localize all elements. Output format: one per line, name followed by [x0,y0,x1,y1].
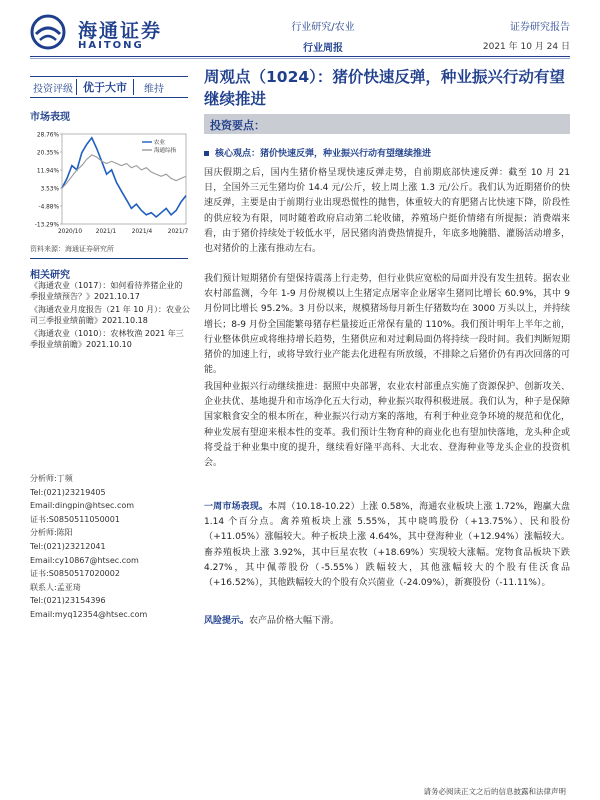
y-tick-label: 28.76% [36,132,59,139]
analyst-line[interactable]: Email:cy10867@htsec.com [30,555,139,565]
weekly-market-body: 本周（10.18-10.22）上涨 0.58%，海通农业板块上涨 1.72%，跑赢大盘 1.14 个百分点。禽养殖板块上涨 5.55%，其中晓鸣股份（+13.75%）、民和股份（+11.05%）涨幅较大。种子板块上涨 4.64%，其中登海种业（+12.94%）涨幅较大。畜养殖板块上涨 3.92%，其中巨星农牧（+18.69%）实现较大涨幅。宠物食品板块下跌 4.27%，其中佩蒂股份（-5.55%）跌幅较大，其他涨幅较大的个股有佳沃食品（+16.52%），其他跌幅较大的个股有众兴菌业（-24.09%），新赛股份（-11.11%）。 [204,502,570,589]
risk-lead: 风险提示。 [204,616,250,626]
paragraph-weekly-market [204,500,570,591]
investment-rating [30,76,188,98]
y-tick-label: -4.88% [38,204,59,211]
analyst-line[interactable]: Email:dingpin@htsec.com [30,501,135,511]
report-meta [450,18,570,52]
report-date: 2021 年 10 月 24 日 [482,42,570,52]
haitong-logo-icon [30,14,70,50]
analyst-line: Tel:(021)23212041 [30,541,106,551]
legend-label: 海通综指 [154,148,177,154]
analyst-contacts [30,472,190,622]
y-tick-label: 3.53% [40,186,59,193]
paragraph-risk [204,614,570,629]
disclaimer-footer: 请务必阅读正文之后的信息披露和法律声明 [423,787,566,796]
weekly-market-lead: 一周市场表现。 [204,502,269,512]
core-view-line [204,146,570,159]
bullet-icon [204,151,209,156]
analyst-line: 分析师:丁频 [30,474,73,483]
header-divider [30,56,570,57]
chart-source: 资料来源：海通证券研究所 [30,245,114,253]
paragraph-seed-industry: 我国种业振兴行动继续推进：据照中央部署，农业农村部重点实施了资源保护、创新攻关、企业扶优、基地提升和市场净化五大行动，种业振兴取得积极进展。我们认为，种子是保障国家粮食安全的根本所在，种业振兴行动方案的落地，有利于种业竞争环境的规范和优化，种业发展有望迎来根本性的变革。我们预计生物育种的商业化也有望加快落地，龙头种企或将受益于种业集中度的提升，继续看好隆平高科、大北农、登海种业等龙头企业的投资机会。 [204,382,570,469]
y-tick-label: 11.94% [36,168,59,175]
related-item[interactable]: 《海通农业（1017）：如何看待养猪企业的季报业绩预告？》2021.10.17 [30,281,183,301]
paragraph-supply-outlook: 我们预计短期猪价有望保持震荡上行走势，但行业供应宽松的局面并没有发生扭转。据农业农村部监测，今年 1-9 月份规模以上生猪定点屠宰企业屠宰生猪同比增长 60.9%，其中 9 月份同比增长 95.2%。3 月份以来，规模猪场每月新生仔猪数均在 3000 万头以上，并持续增长；8-9 月份全国能繁母猪存栏量接近正常保有量的 110%。我们预计明年上半年之前，行业整体供应或将维持增长趋势，生猪供应和对过剩局面仍将持续一段时间。我们判断短期猪价的加速上行，或将导致行业产能去化进程有所放缓，不排除之后猪价仍有再次回落的可能。 [204,274,570,376]
core-view-text: 核心观点：猪价快速反弹，种业振兴行动有望继续推进 [215,149,432,159]
rating-value: 优于大市 [76,79,134,95]
risk-body: 农产品价格大幅下滑。 [249,616,340,626]
y-tick-label: 20.35% [36,150,59,157]
x-tick-label: 2020/10 [57,229,83,235]
legend-label: 农业 [154,140,166,146]
report-title: 周观点（1024）：猪价快速反弹，种业振兴行动有望继续推进 [204,68,565,108]
related-section-title: 相关研究 [30,270,70,281]
x-tick-label: 2021/1 [95,229,117,235]
logo-chinese-text: 海通证券 [78,20,163,42]
x-tick-label: 2021/4 [131,229,153,235]
y-tick-label: -13.29% [34,222,59,229]
market-performance-chart [30,128,192,240]
related-item[interactable]: 《海通农业月度报告（21 年 10 月）：农业公司三季报业绩前瞻》2021.10.18 [30,305,190,325]
logo-english-text: HAITONG [78,40,144,51]
left-divider [30,258,188,259]
rating-label: 投资评级 [33,83,73,95]
category-label: 行业研究/农业 [291,22,355,33]
rating-status: 维持 [144,83,164,95]
related-research-list [30,280,190,352]
report-type-label: 行业周报 [303,43,343,54]
header-divider-thin [30,58,570,59]
analyst-line: Tel:(021)23219405 [30,487,106,497]
analyst-line: 分析师:陈阳 [30,528,73,538]
analyst-line: Tel:(021)23154396 [30,596,106,606]
analyst-line: 证书:S0850517020002 [30,569,120,579]
analyst-line: 证书:S0850511050001 [30,514,120,524]
company-logo [30,14,180,54]
paragraph-pig-price: 国庆假期之后，国内生猪价格呈现快速反弹走势，自前期底部快速反弹：截至 10 月 21 日，全国外三元生猪均价 14.4 元/公斤，较上周上涨 1.3 元/公斤。我们认为近期猪价的快速反弹，主要是由于前期行业出现恐慌性的抛售，体重较大的育肥猪占比快速下降，阶段性的供应较为有限，同时随着政府启动第二轮收储，养殖场户挺价情绪有所提振；消费端来看，由于猪价持续处于较低水平，居民猪肉消费热情提升，年底多地腌腊、灌肠活动增多，也对猪价的上涨有推动左右。 [204,168,570,255]
report-category [268,18,378,54]
analyst-line[interactable]: Email:myq12354@htsec.com [30,609,148,619]
doc-type-label: 证券研究报告 [510,22,570,33]
series-line-index [62,155,186,188]
x-tick-label: 2021/7 [167,229,189,235]
key-points-heading: 投资要点： [204,114,570,134]
analyst-line: 联系人:孟亚琦 [30,582,81,592]
related-item[interactable]: 《海通农业（1010）：农林牧渔 2021 年三季报业绩前瞻》2021.10.10 [30,329,184,349]
market-section-title: 市场表现 [30,112,70,123]
